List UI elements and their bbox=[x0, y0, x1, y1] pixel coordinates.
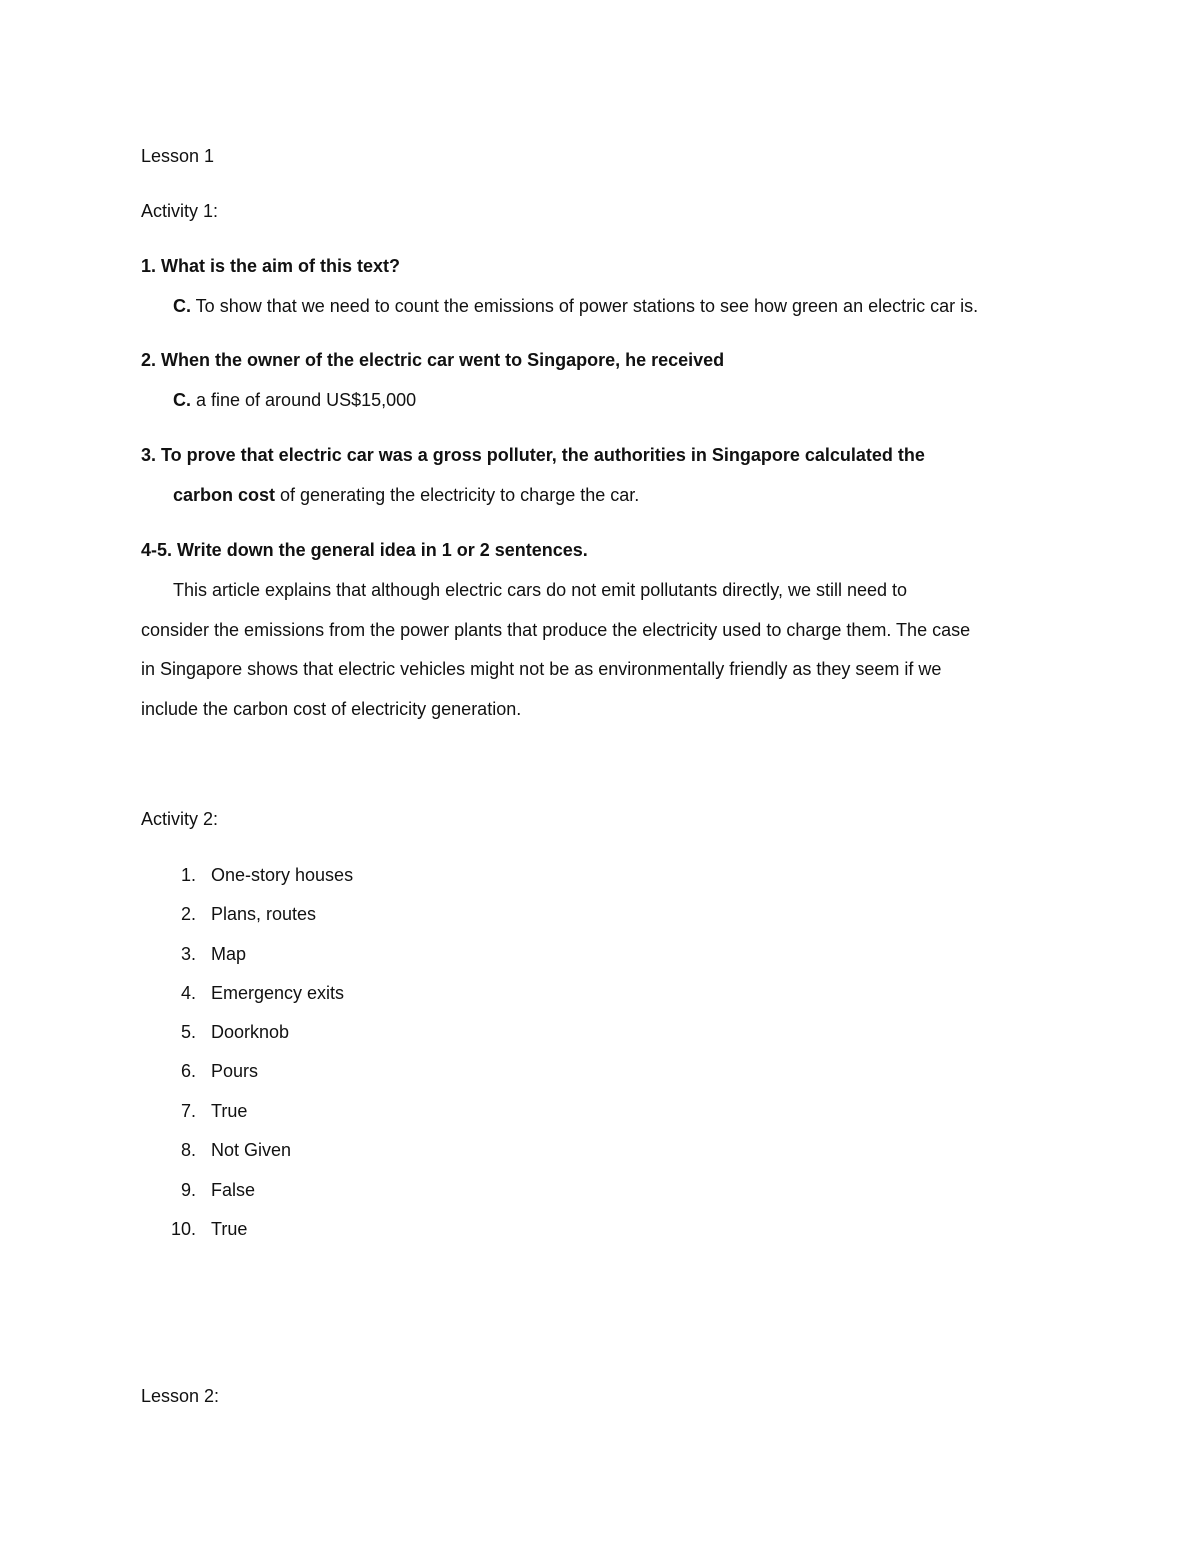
question-2: 2. When the owner of the electric car went to Singapore, he received bbox=[141, 350, 725, 370]
list-item-text: Not Given bbox=[211, 1140, 292, 1160]
question-1: 1. What is the aim of this text? bbox=[141, 256, 401, 276]
list-item-number: 7. bbox=[180, 1101, 196, 1121]
list-item-number: 5. bbox=[180, 1022, 196, 1042]
list-item-number: 6. bbox=[180, 1061, 196, 1081]
list-item-text: False bbox=[211, 1180, 256, 1200]
list-item-text: True bbox=[211, 1219, 248, 1239]
summary-line-2: consider the emissions from the power plants that produce the electricity used to charge them. The case bbox=[141, 620, 971, 640]
list-item-text: Doorknob bbox=[211, 1022, 290, 1042]
list-item-text: Pours bbox=[211, 1061, 259, 1081]
list-item-text: Map bbox=[211, 944, 247, 964]
answer-2-text: a fine of around US$15,000 bbox=[191, 390, 417, 410]
answer-2 bbox=[173, 389, 416, 411]
answer-1-letter: C. bbox=[173, 296, 191, 316]
list-item-text: Plans, routes bbox=[211, 904, 317, 924]
list-item-number: 3. bbox=[180, 944, 196, 964]
list-item-number: 2. bbox=[180, 904, 196, 924]
list-item-number: 8. bbox=[180, 1140, 196, 1160]
activity-1-heading: Activity 1: bbox=[141, 201, 219, 221]
answer-3-text: of generating the electricity to charge the car. bbox=[275, 485, 640, 505]
answer-2-letter: C. bbox=[173, 390, 191, 410]
question-3: 3. To prove that electric car was a gross polluter, the authorities in Singapore calculated the bbox=[141, 445, 925, 465]
answer-1-text: To show that we need to count the emissions of power stations to see how green an electric car is. bbox=[191, 296, 979, 316]
summary-line-1: This article explains that although electric cars do not emit pollutants directly, we still need to bbox=[173, 580, 908, 600]
summary-line-3: in Singapore shows that electric vehicles might not be as environmentally friendly as they seem if we bbox=[141, 659, 942, 679]
lesson-1-heading: Lesson 1 bbox=[141, 146, 215, 166]
activity-2-heading: Activity 2: bbox=[141, 809, 219, 829]
list-item-number: 4. bbox=[180, 983, 196, 1003]
answer-1 bbox=[173, 295, 978, 317]
answer-3 bbox=[173, 484, 639, 506]
list-item-number: 10. bbox=[170, 1219, 196, 1239]
summary-line-4: include the carbon cost of electricity generation. bbox=[141, 699, 522, 719]
list-item-text: True bbox=[211, 1101, 248, 1121]
question-4-5: 4-5. Write down the general idea in 1 or 2 sentences. bbox=[141, 540, 588, 560]
lesson-2-heading: Lesson 2: bbox=[141, 1386, 220, 1406]
list-item-text: Emergency exits bbox=[211, 983, 345, 1003]
answer-3-bold: carbon cost bbox=[173, 485, 276, 505]
list-item-text: One-story houses bbox=[211, 865, 354, 885]
list-item-number: 1. bbox=[180, 865, 196, 885]
list-item-number: 9. bbox=[180, 1180, 196, 1200]
